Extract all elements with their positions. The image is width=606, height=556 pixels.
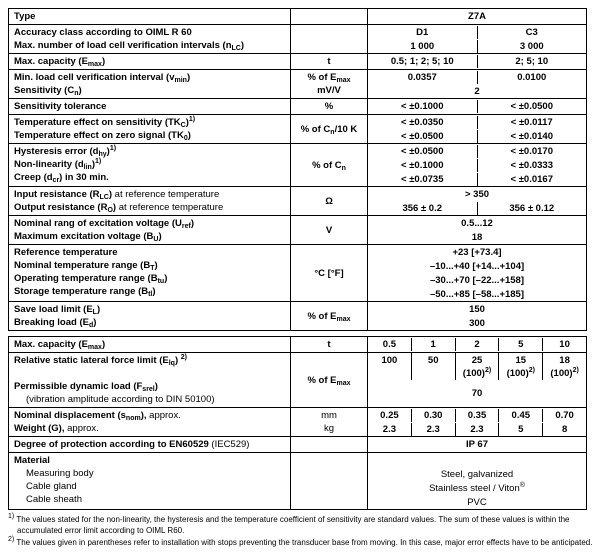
- excitation-unit: V: [325, 224, 333, 236]
- tk-zero-label: Temperature effect on zero signal $(TK_0)$: [14, 130, 191, 142]
- min-verification-label: Min. load cell verification interval $(v_{min})$: [14, 72, 191, 84]
- cable-gland-label: Cable gland: [26, 481, 77, 492]
- nominal-excitation-label: Nominal rang of excitation voltage $(U_{ref})$: [14, 218, 194, 230]
- min-verification-d1: 0.0357: [407, 71, 437, 83]
- row-errors: [9, 143, 586, 186]
- tkc-d1: < ±0.0350: [401, 116, 444, 128]
- capacity2-label: Max. capacity $(E_{max})$: [14, 339, 106, 351]
- tk-sensitivity-label: Temperature effect on sensitivity $(TK_C)^{1)}$: [14, 116, 196, 129]
- tkc-c3: < ±0.0117: [477, 116, 587, 129]
- input-resistance-label: Input resistance $(R_{LC})$ at reference temperature: [14, 189, 220, 201]
- nonlinearity-label: Non-linearity $(d_{lin})^{1)}$: [14, 158, 102, 171]
- row-verification-sensitivity: [9, 69, 586, 98]
- accuracy-unit-cell: [291, 25, 368, 53]
- row-displacement-weight: [9, 407, 586, 436]
- output-resistance-d1: 356 ± 0.2: [402, 202, 443, 214]
- capacity-col-3: 2: [455, 338, 499, 351]
- displacement-col-4: 0.45: [498, 409, 542, 422]
- capacity-col-1: 0.5: [382, 339, 396, 350]
- type-value: Z7A: [468, 11, 486, 22]
- output-resistance-label: Output resistance $(R_O)$ at reference temperature: [14, 202, 224, 214]
- temperature-unit: °C [°F]: [314, 267, 344, 279]
- capacity-col-4: 5: [498, 338, 542, 351]
- displacement-unit: mm: [321, 410, 337, 421]
- tolerance-d1: < ±0.1000: [401, 101, 444, 112]
- max-excitation-value: 18: [471, 231, 483, 243]
- footnote-1-text: The values stated for the non-linearity, the hysteresis and the temperature coefficient of sensitivity are standard values. The sum of these values is within the accumulated error limit according to OIML R60.: [16, 515, 570, 535]
- displacement-col-3: 0.35: [455, 409, 499, 422]
- tolerance-label: Sensitivity tolerance: [14, 101, 107, 112]
- type-label: Type: [14, 11, 36, 22]
- save-load-label: Save load limit $(E_L)$: [14, 304, 101, 316]
- footnote-2: [8, 537, 598, 548]
- tolerance-c3: < ±0.0500: [477, 100, 587, 113]
- verification-unit: % of $E_{max}$: [307, 72, 351, 84]
- creep-label: Creep $(d_{cr})$ in 30 min.: [14, 172, 109, 184]
- tk0-d1: < ±0.0500: [401, 130, 444, 142]
- save-load-value: 150: [469, 303, 485, 315]
- tk-unit: % of $C_n/10$ K: [300, 123, 358, 136]
- hysteresis-d1: < ±0.0500: [401, 145, 444, 157]
- measuring-body-label: Measuring body: [26, 468, 94, 479]
- footnote-1: [8, 514, 598, 536]
- breaking-load-value: 300: [469, 317, 485, 329]
- input-resistance-value: > 350: [464, 188, 490, 200]
- spec-table-capacity: [8, 336, 587, 510]
- row-load-limits: [9, 301, 586, 330]
- storage-temp-label: Storage temperature range $(B_{tl})$: [14, 286, 156, 298]
- max-excitation-label: Maximum excitation voltage $(B_U)$: [14, 231, 162, 243]
- verification-intervals-label: Max. number of load cell verification intervals $(n_{LC})$: [14, 40, 245, 52]
- row-protection: [9, 436, 586, 452]
- measuring-body-value: Steel, galvanized: [440, 468, 514, 480]
- row-max-capacity: [9, 53, 586, 69]
- lateral-unit: % of $E_{max}$: [307, 374, 351, 387]
- lateral-force-label: Relative static lateral force limit $(E_{lq})$ $^{2)}$: [14, 354, 187, 367]
- operating-temp-label: Operating temperature range $(B_{tu})$: [14, 273, 168, 285]
- footnote-1-marker: 1): [8, 513, 15, 520]
- intervals-d1: 1 000: [410, 40, 435, 52]
- displacement-col-1: 0.25: [380, 409, 399, 421]
- cable-gland-value: Stainless steel / Viton®: [429, 481, 525, 494]
- material-label: Material: [14, 455, 50, 466]
- displacement-col-2: 0.30: [411, 409, 455, 422]
- sensitivity-unit: mV/V: [317, 85, 341, 96]
- nonlinearity-d1: < ±0.1000: [401, 159, 444, 171]
- nominal-temp-value: –10...+40 [+14...+104]: [429, 260, 525, 272]
- capacity2-unit: t: [327, 339, 331, 350]
- weight-col-1: 2.3: [382, 423, 396, 435]
- resistance-unit: Ω: [325, 195, 333, 207]
- errors-unit: % of $C_n$: [312, 159, 346, 172]
- protection-unit-cell: [291, 437, 368, 452]
- row-sensitivity-tolerance: [9, 98, 586, 114]
- load-limits-unit: % of $E_{max}$: [307, 310, 351, 323]
- weight-col-4: 5: [498, 423, 542, 436]
- row-type: [9, 9, 586, 24]
- row-temperature-effects: [9, 114, 586, 143]
- creep-d1: < ±0.0735: [401, 173, 444, 185]
- reference-temp-value: +23 [+73.4]: [452, 246, 502, 258]
- capacity-d1: 0.5; 1; 2; 5; 10: [390, 56, 454, 67]
- tolerance-unit: %: [324, 101, 334, 112]
- operating-temp-value: –30...+70 [–22...+158]: [429, 274, 525, 286]
- displacement-col-5: 0.70: [542, 409, 586, 422]
- capacity-col-5: 10: [542, 338, 586, 351]
- dynamic-load-value: 70: [471, 388, 483, 399]
- accuracy-class-d1: D1: [416, 26, 429, 38]
- lateral-col-2: 50: [411, 353, 455, 380]
- cable-sheath-value: PVC: [467, 496, 487, 508]
- vibration-note-label: (vibration amplitude according to DIN 50100): [26, 394, 215, 405]
- row-capacity2: [9, 337, 586, 352]
- nominal-excitation-value: 0.5...12: [461, 217, 493, 229]
- sensitivity-value: 2: [474, 85, 480, 97]
- accuracy-class-c3: C3: [477, 26, 587, 39]
- protection-label: Degree of protection according to EN60529 (IEC529): [14, 439, 250, 450]
- capacity-c3: 2; 5; 10: [477, 55, 587, 68]
- tk0-c3: < ±0.0140: [477, 130, 587, 143]
- min-verification-c3: 0.0100: [477, 71, 587, 84]
- row-temperature-ranges: [9, 244, 586, 301]
- weight-col-5: 8: [542, 423, 586, 436]
- weight-unit: kg: [323, 423, 335, 434]
- lateral-col-5: 18 $(100)^{2)}$: [542, 353, 586, 380]
- lateral-col-3: 25 $(100)^{2)}$: [455, 353, 499, 380]
- capacity-col-2: 1: [411, 338, 455, 351]
- breaking-load-label: Breaking load $(E_d)$: [14, 317, 97, 329]
- dynamic-load-label: Permissible dynamic load $(F_{srel})$: [14, 381, 158, 393]
- hysteresis-c3: < ±0.0170: [477, 145, 587, 158]
- storage-temp-value: –50...+85 [–58...+185]: [429, 288, 525, 300]
- lateral-col-1: 100: [381, 355, 398, 366]
- max-capacity-unit: t: [327, 56, 331, 67]
- lateral-col-4: 15 $(100)^{2)}$: [498, 353, 542, 380]
- displacement-label: Nominal displacement $(s_{nom})$, approx.: [14, 410, 181, 422]
- footnote-2-text: The values given in parentheses refer to installation with stops preventing the transducer base from moving. In this case, major error effects have to be anticipated.: [16, 538, 593, 547]
- footnote-2-marker: 2): [8, 536, 15, 543]
- row-lateral-dynamic: [9, 352, 586, 407]
- row-excitation: [9, 215, 586, 244]
- spacer-line: [14, 367, 288, 380]
- nonlinearity-c3: < ±0.0333: [477, 159, 587, 172]
- hysteresis-label: Hysteresis error $(d_{hy})^{1)}$: [14, 145, 117, 158]
- sensitivity-label: Sensitivity $(C_n)$: [14, 85, 82, 97]
- creep-c3: < ±0.0167: [477, 173, 587, 186]
- reference-temp-label: Reference temperature: [14, 247, 118, 258]
- spec-table-main: [8, 8, 587, 331]
- material-unit-cell: [291, 453, 368, 509]
- protection-value: IP 67: [465, 439, 488, 450]
- weight-col-3: 2.3: [455, 423, 499, 436]
- intervals-c3: 3 000: [477, 40, 587, 53]
- output-resistance-c3: 356 ± 0.12: [477, 202, 587, 215]
- max-capacity-label: Max. capacity $(E_{max})$: [14, 56, 106, 68]
- weight-col-2: 2.3: [411, 423, 455, 436]
- row-resistance: [9, 186, 586, 215]
- nominal-temp-label: Nominal temperature range $(B_T)$: [14, 260, 158, 272]
- cable-sheath-label: Cable sheath: [26, 494, 82, 505]
- row-accuracy-class: [9, 24, 586, 53]
- row-material: [9, 452, 586, 509]
- accuracy-label: Accuracy class according to OIML R 60: [14, 27, 192, 38]
- weight-label: Weight (G), approx.: [14, 423, 99, 434]
- footnotes: [8, 514, 598, 548]
- type-unit-cell: [291, 9, 368, 24]
